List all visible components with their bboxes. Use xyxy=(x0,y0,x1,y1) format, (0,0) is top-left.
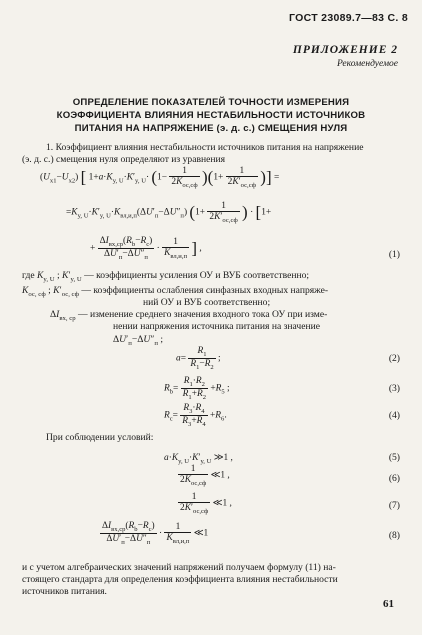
standard-reference: ГОСТ 23089.7—83 С. 8 xyxy=(289,12,408,24)
equation-2: a= $\frac{R_1}{R_1-R_2}$ ; xyxy=(176,346,221,371)
equation-1-line-3: + $\frac{\Delta I_{вх,ср}(R_b-R_c)}{\Delta U'_п-\Delta U''_п}$ · $\frac{1}{K_{вл,и,п}}$ ] , xyxy=(90,236,202,261)
definition-3-text-a: — изменение среднего значения входного тока ОУ при изме- xyxy=(78,309,328,320)
where-word: где xyxy=(22,270,35,281)
equation-number-6: (6) xyxy=(388,473,400,484)
section-title-line-1: ОПРЕДЕЛЕНИЕ ПОКАЗАТЕЛЕЙ ТОЧНОСТИ ИЗМЕРЕНИЯ xyxy=(72,97,350,108)
conclusion-line-1: и с учетом алгебраических значений напряжений получаем формулу (11) на- xyxy=(22,562,336,573)
conclusion-line-2: стоящего стандарта для определения коэффициента влияния нестабильности xyxy=(22,574,338,585)
equation-number-5: (5) xyxy=(388,452,400,463)
definition-2-text-a: — коэффициенты ослабления синфазных входных напряже- xyxy=(81,285,329,296)
definition-3: $\Delta I_{вх, ср}$ — изменение среднего значения входного тока ОУ при изме- xyxy=(50,309,328,322)
definition-2: $K_{ос, сф}$ ; $K'_{ос, сф}$ — коэффициенты ослабления синфазных входных напряже- xyxy=(22,285,329,298)
definition-2-text-b: ний ОУ и ВУБ соответственно; xyxy=(143,297,271,308)
equation-number-7: (7) xyxy=(388,500,400,511)
intro-line-1: 1. Коэффициент влияния нестабильности источников питания на напряжение xyxy=(46,142,364,153)
page-number: 61 xyxy=(383,598,394,610)
equation-1-line-1: $(U_{x1}-U_{x2})$ [ $1+a\cdot K_{y, U}\cdot K'_{y, U}\cdot (1-$ $\frac{1}{2K_{ос,сф}}$ )(1+ $\frac{1}{2K'_{ос,сф}}$ )] = xyxy=(40,166,280,189)
equation-number-3: (3) xyxy=(388,383,400,394)
equation-7: $\frac{1}{2K'_{ос,сф}}$ ≪1 , xyxy=(180,492,232,515)
equation-number-8: (8) xyxy=(388,530,400,541)
appendix-label: ПРИЛОЖЕНИЕ 2 xyxy=(292,44,398,56)
intro-line-2: (э. д. с.) смещения нуля определяют из уравнения xyxy=(22,154,226,165)
equation-number-4: (4) xyxy=(388,410,400,421)
appendix-status: Рекомендуемое xyxy=(336,59,398,69)
equation-4: $R_c=$ $\frac{R_3\cdot R_4}{R_3+R_4}$ $+R_6$. xyxy=(164,403,227,428)
equation-6: $\frac{1}{2K_{ос,сф}}$ ≪1 , xyxy=(180,464,230,487)
definition-1-text: — коэффициенты усиления ОУ и ВУБ соответственно; xyxy=(84,270,310,281)
conditions-intro: При соблюдении условий: xyxy=(46,432,154,443)
equation-1-line-2: $=K_{y, U}\cdot K'_{y, U}\cdot K_{вл,и,п}(\Delta U'_п-\Delta U''_п)$ (1+ $\frac{1}{2K'_{ос,сф}}$ ) · [1+ xyxy=(66,201,272,224)
definition-1: где $K_{y, U}$ ; $K'_{y, U}$ — коэффициенты усиления ОУ и ВУБ соответственно; xyxy=(22,270,310,283)
equation-number-2: (2) xyxy=(388,353,400,364)
equation-5: $a\cdot K_{y, U}\cdot K'_{y, U}$ ≫1 , xyxy=(164,453,233,465)
section-title-line-2: КОЭФФИЦИЕНТА ВЛИЯНИЯ НЕСТАБИЛЬНОСТИ ИСТОЧНИКОВ xyxy=(56,110,366,121)
equation-3: $R_b=$ $\frac{R_1\cdot R_2}{R_1+R_2}$ $+R_5$ ; xyxy=(164,376,230,401)
section-title-line-3: ПИТАНИЯ НА НАПРЯЖЕНИЕ (э. д. с.) СМЕЩЕНИЯ НУЛЯ xyxy=(74,123,348,134)
definition-3-text-c: $\Delta U'_п-\Delta U''_п$ ; xyxy=(113,334,164,347)
equation-number-1: (1) xyxy=(388,249,400,260)
equation-8: $\frac{\Delta I_{вх,ср}(R_b-R_c)}{\Delta U'_п-\Delta U''_п}$ · $\frac{1}{K_{вл,и,п}}$ ≪1 xyxy=(102,521,209,546)
definition-3-text-b: нении напряжения источника питания на значение xyxy=(113,321,321,332)
conclusion-line-3: источников питания. xyxy=(22,586,107,597)
